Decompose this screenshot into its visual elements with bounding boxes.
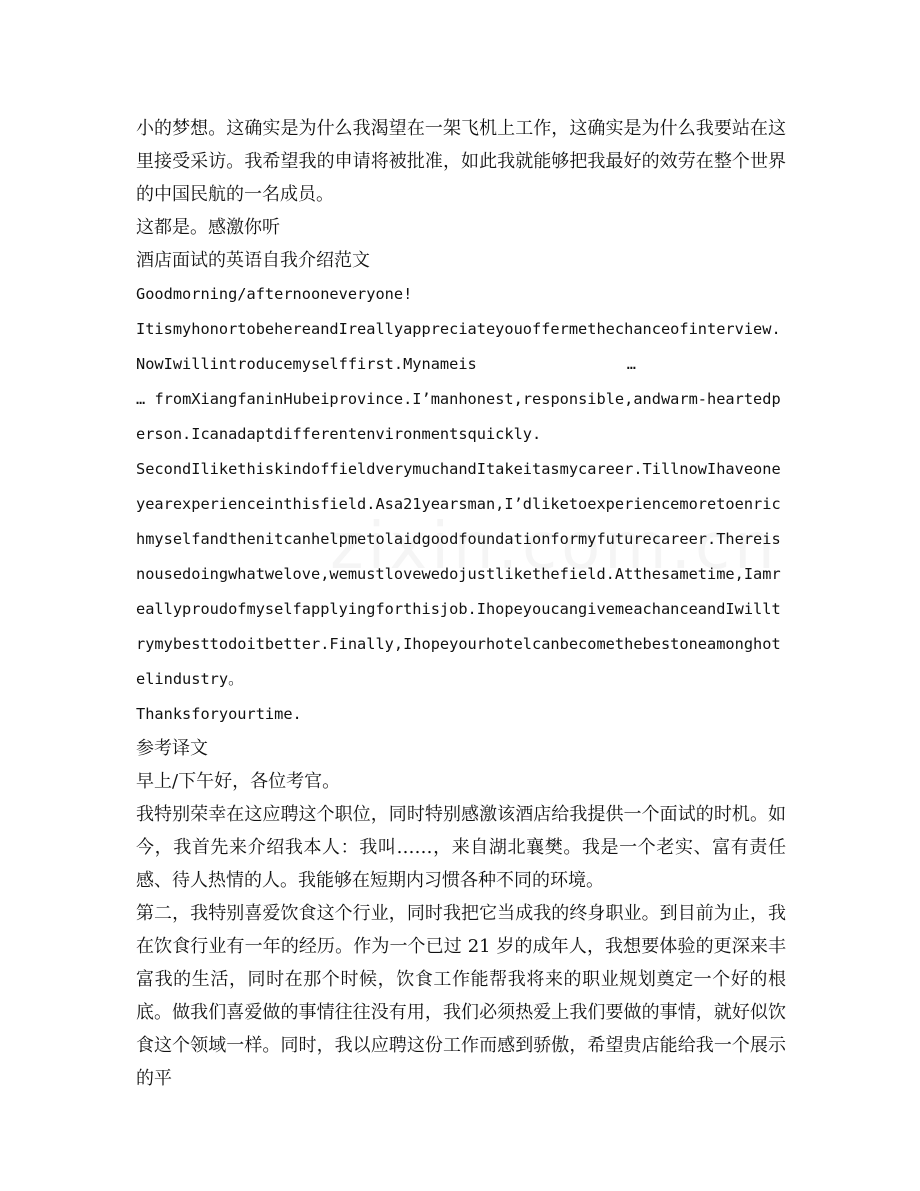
english-intro <box>136 312 786 452</box>
translation-intro: 我特别荣幸在这应聘这个职位，同时特别感激该酒店给我提供一个面试的时机。如今，我首先来介绍我本人：我叫……，来自湖北襄樊。我是一个老实、富有责任感、待人热情的人。我能够在短期内习惯各种不同的环境。 <box>136 804 786 891</box>
paragraph-thanks: 这都是。感激你听 <box>136 217 280 238</box>
english-body: SecondIlikethiskindoffieldverymuchandItakeitasmycareer.TillnowIhaveoneyearexperienceinthisfield.Asa21yearsman,I’dliketoexperiencemoretoenrichmyselfandthenitcanhelpmetolaidgoodfoundationformyfuturecareer.Thereisnousedoingwhatwelove,wemustlovewedojustlikethefield.Atthesametime,Iamreallyproudofmyselfapplyingforthisjob.IhopeyoucangivemeachanceandIwilltrymybesttodoitbetter.Finally,Ihopeyourhotelcanbecomethebestoneamonghotelindustry。 <box>136 460 781 688</box>
english-greeting: Goodmorning/afternooneveryone! <box>136 285 413 303</box>
translation-greeting: 早上/下午好，各位考官。 <box>136 771 341 792</box>
ellipsis-2: … <box>136 390 146 408</box>
translation-title: 参考译文 <box>136 738 208 759</box>
section-title: 酒店面试的英语自我介绍范文 <box>136 250 370 271</box>
document-body <box>136 112 786 1095</box>
ellipsis-1: … <box>626 355 636 373</box>
english-intro-text: ItismyhonortobehereandIreallyappreciateyouoffermethechanceofinterview.NowIwillintroducemyselffirst.Mynameis <box>136 320 781 373</box>
english-intro-cont: fromXiangfaninHubeiprovince.I’manhonest,responsible,andwarm-heartedperson.Icanadaptdifferentenvironmentsquickly. <box>136 390 781 443</box>
paragraph-closing: 小的梦想。这确实是为什么我渴望在一架飞机上工作，这确实是为什么我要站在这里接受采访。我希望我的申请将被批准，如此我就能够把我最好的效劳在整个世界的中国民航的一名成员。 <box>136 118 786 205</box>
english-thanks: Thanksforyourtime. <box>136 705 302 723</box>
translation-body: 第二，我特别喜爱饮食这个行业，同时我把它当成我的终身职业。到目前为止，我在饮食行业有一年的经历。作为一个已过 21 岁的成年人，我想要体验的更深来丰富我的生活，同时在那个时候，饮食工作能帮我将来的职业规划奠定一个好的根底。做我们喜爱做的事情往往没有用，我们必须热爱上我们要做的事情，就好似饮食这个领域一样。同时，我以应聘这份工作而感到骄傲，希望贵店能给我一个展示的平 <box>136 903 786 1089</box>
